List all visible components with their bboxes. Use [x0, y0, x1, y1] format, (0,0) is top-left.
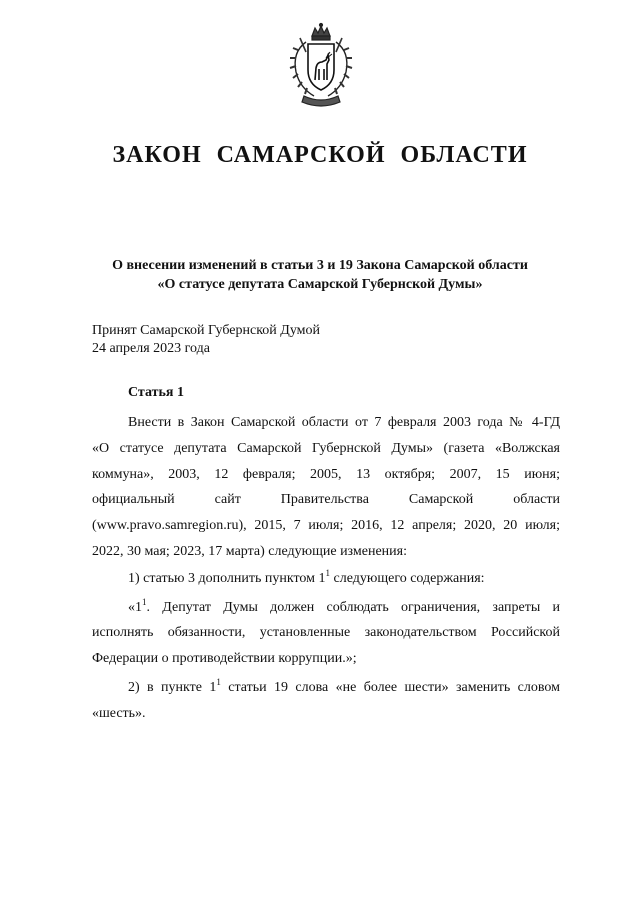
item-2-text-a: 2) в пункте 1: [128, 679, 217, 695]
samara-coat-of-arms-icon: [284, 22, 358, 108]
intro-line: официальный сайт Правительства Самарской области: [92, 492, 560, 508]
intro-line: коммуна», 2003, 12 февраля; 2005, 13 октября; 2007, 15 июня;: [92, 466, 560, 482]
item-2: [92, 675, 560, 727]
adopted-date: 24 апреля 2023 года: [92, 341, 210, 356]
adopted-by: Принят Самарской Губернской Думой: [92, 323, 321, 338]
subject-line-2: «О статусе депутата Самарской Губернской Думы»: [157, 277, 483, 292]
item-1: [92, 566, 560, 592]
intro-line: (www.pravo.samregion.ru), 2015, 7 июля; 2016, 12 апреля; 2020, 20 июля;: [92, 518, 560, 534]
quote-text-b: . Депутат Думы должен соблюдать ограничения, запреты и исполнять обязанности, установленные законодательством Российской Федерации о противодействии коррупции.»;: [92, 599, 560, 667]
quote-text-a: «1: [128, 599, 142, 615]
item-2-sup: 1: [216, 676, 221, 687]
intro-line: 2022, 30 мая; 2023, 17 марта) следующие изменения:: [92, 543, 407, 559]
intro-paragraph: [92, 410, 560, 565]
item-1-text-b: следующего содержания:: [330, 570, 485, 586]
article-title: Статья 1: [128, 385, 184, 400]
subject-line-1: О внесении изменений в статьи 3 и 19 Закона Самарской области: [112, 258, 528, 273]
item-1-sup: 1: [325, 567, 331, 578]
intro-line: Внести в Закон Самарской области от 7 февраля 2003 года № 4-ГД: [128, 415, 560, 430]
quote-sup: 1: [142, 596, 147, 607]
quote-paragraph: [92, 595, 560, 672]
intro-line: «О статусе депутата Самарской Губернской Думы» (газета «Волжская: [92, 440, 560, 456]
item-2-text-b: статьи 19 слова «не более шести» заменить словом «шесть».: [92, 679, 560, 721]
article-body: [92, 410, 560, 727]
law-title: ЗАКОН САМАРСКОЙ ОБЛАСТИ: [112, 142, 528, 168]
adoption-info: [92, 322, 412, 358]
law-subject: [60, 256, 580, 294]
item-1-text-a: 1) статью 3 дополнить пунктом 1: [128, 570, 326, 586]
